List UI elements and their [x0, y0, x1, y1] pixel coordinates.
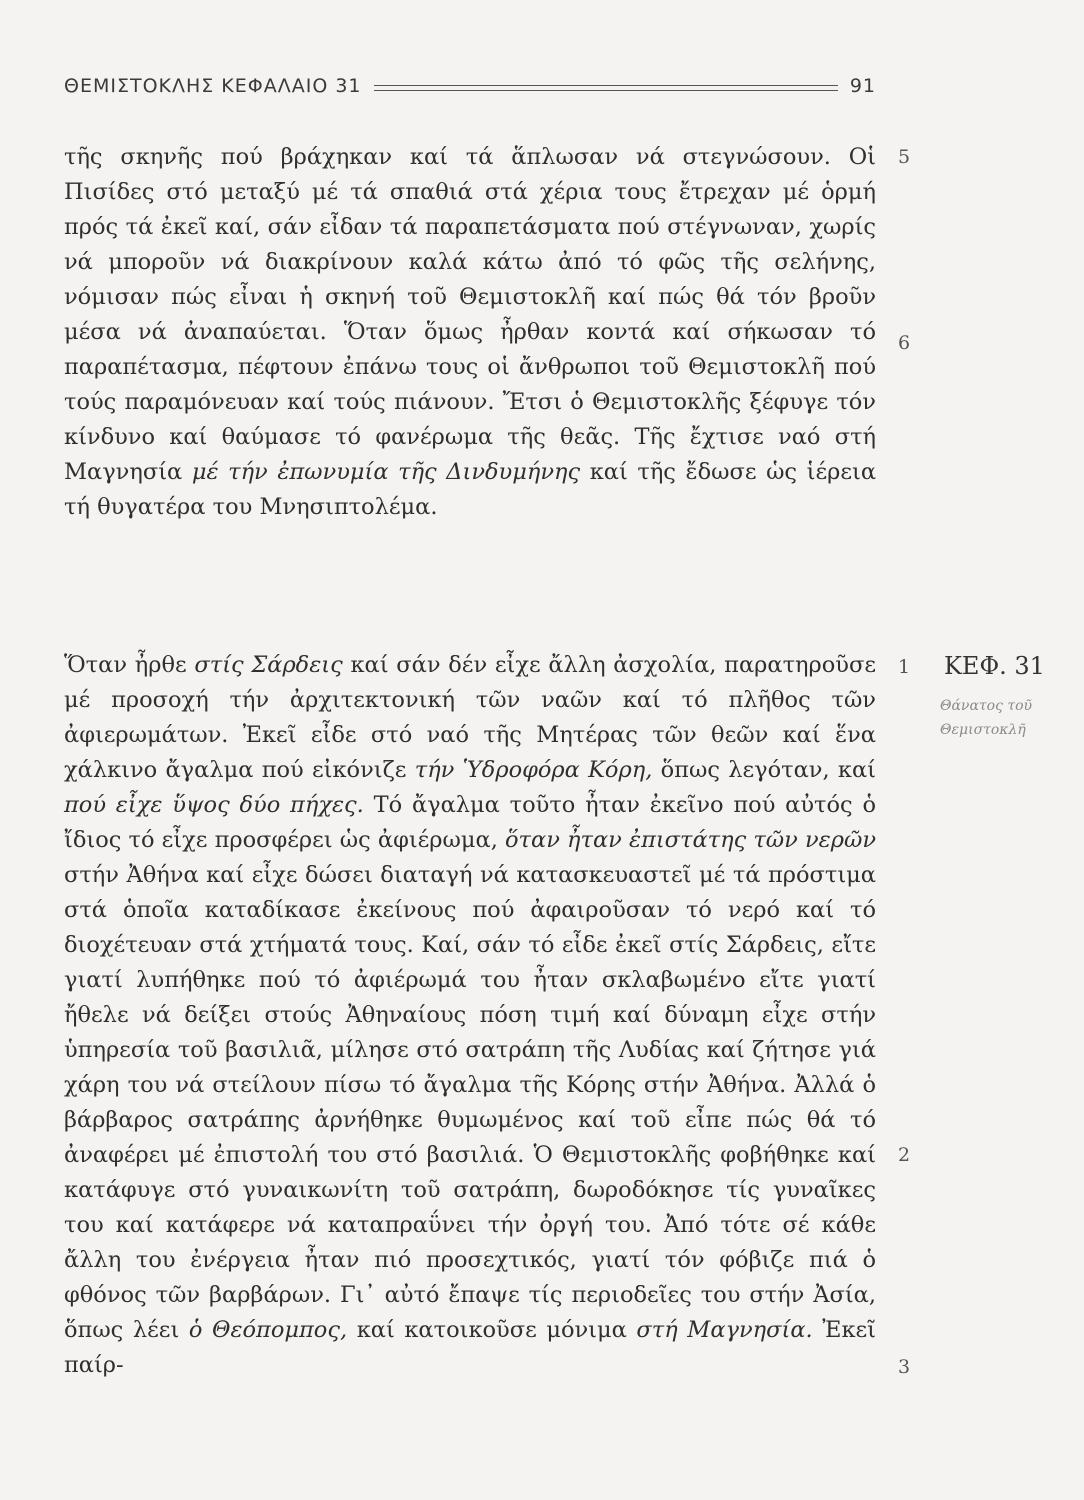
paragraph-2-text — [64, 648, 876, 1383]
paragraph-2-segment: Τό ἄγαλμα τοῦτο ἦταν ἐκεῖνο πού αὐτός ὁ ἴδιος τό εἶχε προσφέρει ὡς ἀφιέρωμα, — [64, 792, 876, 853]
chapter-label: ΚΕΦ. 31 — [944, 652, 1045, 680]
paragraph-2-italic: ὅταν ἦταν ἐπιστάτης τῶν νερῶν — [505, 827, 876, 853]
line-number: 6 — [898, 332, 911, 354]
chapter-subtitle: Θεμιστοκλῆ — [940, 722, 1026, 738]
paragraph-2-segment: καί σάν δέν εἶχε ἄλλη ἀσχολία, παρατηροῦσε μέ προσοχή τήν ἀρχιτεκτονική τῶν ναῶν καί τό πλῆθος τῶν ἀφιερωμάτων. Ἐκεῖ εἶδε στό ναό τῆς Μητέρας τῶν θεῶν καί ἕνα χάλκινο ἄγαλμα πού εἰκόνιζε — [64, 652, 876, 783]
running-head — [64, 72, 876, 100]
paragraph-2-italic: τήν Ὑδροφόρα Κόρη, — [414, 757, 653, 783]
paragraph-2-italic: πού εἶχε ὕψος δύο πήχες. — [64, 792, 364, 818]
paragraph-1-text — [64, 140, 876, 525]
paragraph-2-segment: Ὅταν ἦρθε — [64, 652, 187, 678]
paragraph-2-italic: στίς Σάρδεις — [194, 652, 343, 678]
line-number: 2 — [898, 1144, 911, 1166]
paragraph-2-segment: καί κατοικοῦσε μόνιμα — [356, 1317, 627, 1343]
page-number: 91 — [849, 75, 876, 97]
header-rule — [374, 85, 838, 91]
line-number: 1 — [898, 656, 911, 678]
paragraph-2-italic: στή Μαγνησία. — [636, 1317, 813, 1343]
paragraph-2-italic: ὁ Θεόπομπος, — [188, 1317, 348, 1343]
paragraph-1-segment: τῆς σκηνῆς πού βράχηκαν καί τά ἅπλωσαν νά στεγνώσουν. Οἱ Πισίδες στό μεταξύ μέ τά σπαθιά στά χέρια τους ἔτρεχαν μέ ὁρμή πρός τά ἐκεῖ καί, σάν εἶδαν τά παραπετάσματα πού στέγνωναν, χωρίς νά μποροῦν νά διακρίνουν καλά κάτω ἀπό τό φῶς τῆς σελήνης, νόμισαν πώς εἶναι ἡ σκηνή τοῦ Θεμιστοκλῆ καί πώς θά τόν βροῦν μέσα νά ἀναπαύεται. Ὅταν ὅμως ἦρθαν κοντά καί σήκωσαν τό παραπέτασμα, πέφτουν ἐπάνω τους οἱ ἄνθρωποι τοῦ Θεμιστοκλῆ πού τούς παραμόνευαν καί τούς πιάνουν. Ἔτσι ὁ Θεμιστοκλῆς ξέφυγε τόν κίνδυνο καί θαύμασε τό φανέρωμα τῆς θεᾶς. Τῆς ἔχτισε ναό στή Μαγνησία — [64, 144, 876, 485]
paragraph-1-segment: καί τῆς ἔδωσε ὡς ἱέρεια τή θυγατέρα του Μνησιπτολέμα. — [64, 459, 877, 520]
paragraph-1 — [64, 140, 876, 525]
paragraph-2-segment: στήν Ἀθήνα καί εἶχε δώσει διαταγή νά κατασκευαστεῖ μέ τά πρόστιμα στά ὁποῖα καταδίκασε ἐκείνους πού ἀφαιροῦσαν τό νερό καί τό διοχέτευαν στά χτήματά τους. Καί, σάν τό εἶδε ἐκεῖ στίς Σάρδεις, εἴτε γιατί λυπήθηκε πού τό ἀφιέρωμά του ἦταν σκλαβωμένο εἴτε γιατί ἤθελε νά δείξει στούς Ἀθηναίους πόση τιμή καί δύναμη εἶχε στήν ὑπηρεσία τοῦ βασιλιᾶ, μίλησε στό σατράπη τῆς Λυδίας καί ζήτησε γιά χάρη του νά στείλουν πίσω τό ἄγαλμα τῆς Κόρης στήν Ἀθήνα. Ἀλλά ὁ βάρβαρος σατράπης ἀρνήθηκε θυμωμένος καί τοῦ εἶπε πώς θά τό ἀναφέρει μέ ἐπιστολή του στό βασιλιά. Ὁ Θεμιστοκλῆς φοβήθηκε καί κατάφυγε στό γυναικωνίτη τοῦ σατράπη, δωροδόκησε τίς γυναῖκες του καί κατάφερε νά καταπραΰνει τήν ὀργή του. Ἀπό τότε σέ κάθε ἄλλη του ἐνέργεια ἦταν πιό προσεχτικός, γιατί τόν φόβιζε πιά ὁ φθόνος τῶν βαρβάρων. Γι᾽ αὐτό ἔπαψε τίς περιοδεῖες του στήν Ἀσία, ὅπως λέει — [64, 862, 876, 1343]
paragraph-1-italic: μέ τήν ἐπωνυμία τῆς Δινδυμήνης — [191, 459, 581, 485]
line-number: 3 — [898, 1356, 911, 1378]
paragraph-2-segment: Ἐκεῖ παίρ- — [64, 1317, 876, 1378]
running-title: ΘΕΜΙΣΤΟΚΛΗΣ ΚΕΦΑΛΑΙΟ 31 — [64, 75, 362, 97]
chapter-subtitle: Θάνατος τοῦ — [940, 698, 1033, 714]
line-number: 5 — [898, 146, 911, 168]
paragraph-2-segment: ὅπως λεγόταν, καί — [660, 757, 876, 783]
paragraph-2 — [64, 648, 876, 1383]
